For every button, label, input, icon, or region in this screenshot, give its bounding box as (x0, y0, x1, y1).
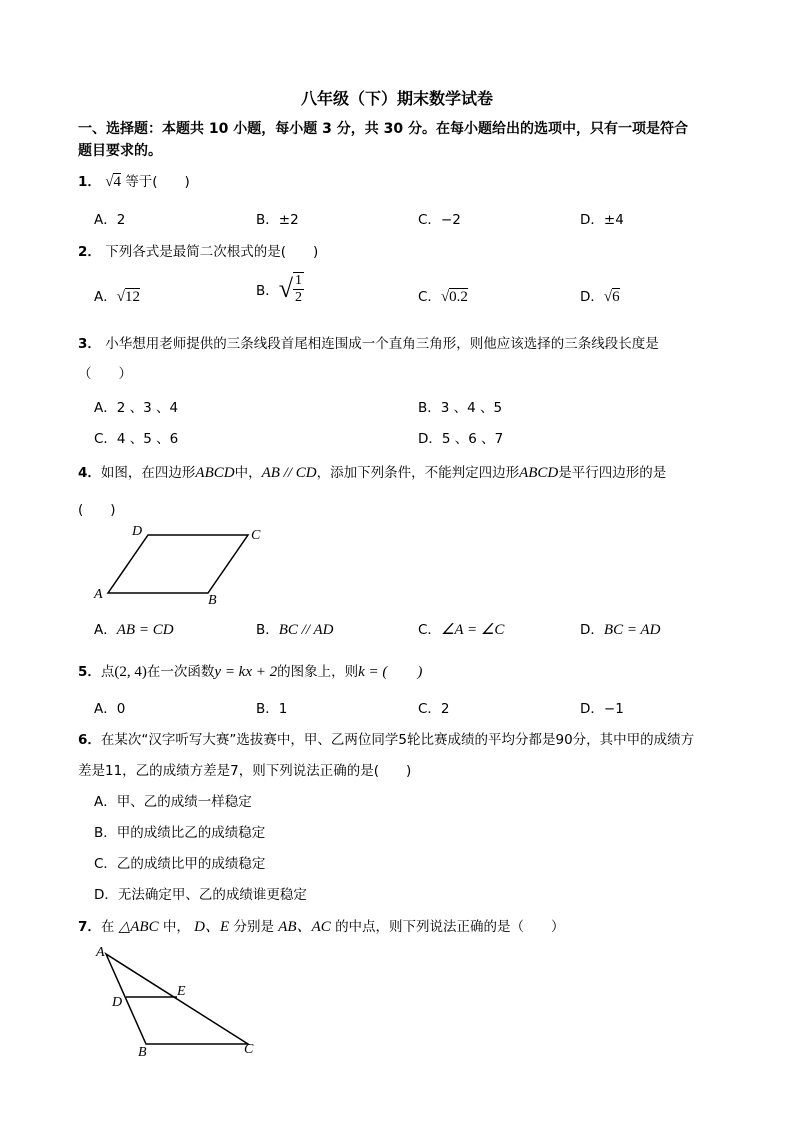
parallelogram-shape (108, 535, 248, 593)
q3-option-a[interactable]: A．2 、3 、4 (94, 400, 179, 416)
question-6 (78, 728, 694, 748)
section-heading-line2: 题目要求的。 (78, 143, 162, 159)
question-stem: 下列各式是最简二次根式的是( ) (105, 244, 319, 260)
section-heading-line1: 一、选择题：本题共 10 小题，每小题 3 分，共 30 分。在每小题给出的选项中，只有一项是符合 (78, 121, 688, 137)
question-number: 5． (78, 664, 101, 680)
radicand: 6 (612, 289, 620, 305)
radicand: 0.2 (449, 289, 468, 305)
question-number: 6． (78, 732, 101, 748)
vertex-label-c: C (244, 1042, 254, 1057)
q6-option-d[interactable]: D．无法确定甲、乙的成绩谁更稳定 (94, 887, 307, 903)
question-number: 1． (78, 174, 101, 190)
option-label: A． (94, 622, 117, 638)
vertex-label-a: A (96, 945, 105, 960)
question-4-stem-cont: ( ) (78, 502, 116, 518)
question-stem: 在某次“汉字听写大赛”选拔赛中，甲、乙两位同学5轮比赛成绩的平均分都是90分，其中甲的成绩方 (100, 732, 695, 748)
option-math: ∠A = ∠C (440, 622, 505, 638)
q5-option-a[interactable]: A．0 (94, 701, 126, 717)
q4-option-a[interactable] (94, 618, 174, 639)
option-label: D． (580, 289, 604, 305)
option-label: C． (418, 289, 441, 305)
q3-option-d[interactable]: D．5 、6 、7 (418, 431, 504, 447)
question-3 (78, 332, 659, 352)
math-parallel: AB // CD (261, 465, 317, 481)
q5-option-d[interactable]: D．−1 (580, 701, 624, 717)
question-number: 2． (78, 244, 101, 260)
question-2 (78, 240, 318, 260)
question-stem: 点 (100, 664, 115, 680)
vertex-label-b: B (138, 1045, 147, 1060)
math-function: y = kx + 2 (214, 664, 278, 680)
fraction (293, 272, 304, 306)
radicand: 12 (124, 289, 140, 305)
denominator: 2 (295, 290, 303, 305)
question-stem: 小华想用老师提供的三条线段首尾相连围成一个直角三角形，则他应该选择的三条线段长度是 (105, 336, 659, 352)
question-3-stem-cont: （ ） (78, 366, 132, 382)
q5-option-c[interactable]: C．2 (418, 701, 450, 717)
question-stem: 中， (234, 465, 262, 481)
vertex-label-d: D (132, 524, 143, 539)
q3-option-c[interactable]: C．4 、5 、6 (94, 431, 179, 447)
math-triangle: △ABC (118, 919, 159, 935)
q2-option-b[interactable]: B．√ $\frac{1}{2}$ (256, 273, 303, 305)
question-stem: 的图象上，则 (277, 664, 359, 680)
q6-option-a[interactable]: A．甲、乙的成绩一样稳定 (94, 794, 252, 810)
option-label: B． (256, 283, 279, 299)
question-5 (78, 660, 422, 681)
parallelogram-figure (90, 518, 270, 608)
math-answer: k = ( ) (358, 664, 423, 680)
question-stem: 中， (162, 919, 190, 935)
triangle-shape (106, 954, 248, 1044)
option-label: A． (94, 289, 117, 305)
question-6-stem-cont: 差是11，乙的成绩方差是7，则下列说法正确的是( ) (78, 763, 412, 779)
option-label: D． (580, 622, 604, 638)
question-stem: 在一次函数 (146, 664, 215, 680)
q6-option-b[interactable]: B．甲的成绩比乙的成绩稳定 (94, 825, 266, 841)
q1-option-c[interactable]: C．−2 (418, 212, 461, 228)
math-points: D、E (194, 919, 230, 935)
option-math: BC = AD (603, 622, 661, 638)
sqrt-expression: √4 (105, 174, 121, 190)
page-title: 八年级（下）期末数学试卷 (300, 89, 493, 108)
question-1 (78, 170, 190, 191)
question-4 (78, 461, 666, 482)
option-math: AB = CD (116, 622, 174, 638)
q1-option-d[interactable]: D．±4 (580, 212, 624, 228)
question-number: 7． (78, 919, 101, 935)
math-point: (2, 4) (114, 664, 147, 680)
vertex-label-c: C (251, 528, 261, 543)
q2-option-c[interactable]: C．√0.2 (418, 289, 468, 305)
option-label: C． (418, 622, 441, 638)
q3-option-b[interactable]: B．3 、4 、5 (418, 400, 503, 416)
triangle-figure (90, 940, 270, 1060)
math-quad: ABCD (195, 465, 235, 481)
vertex-label-b: B (208, 593, 217, 608)
q4-option-c[interactable] (418, 618, 504, 639)
vertex-label-a: A (94, 587, 103, 602)
question-number: 3． (78, 336, 101, 352)
question-stem: 是平行四边形的是 (558, 465, 667, 481)
question-stem: 分别是 (233, 919, 274, 935)
q2-option-a[interactable]: A．√12 (94, 289, 140, 305)
q2-option-d[interactable]: D．√6 (580, 289, 620, 305)
question-7 (78, 915, 565, 936)
question-stem: 的中点，则下列说法正确的是（ ） (335, 919, 565, 935)
question-stem: 在 (100, 919, 115, 935)
q4-option-b[interactable] (256, 618, 334, 639)
question-stem: 如图，在四边形 (100, 465, 196, 481)
q1-option-b[interactable]: B．±2 (256, 212, 299, 228)
math-segments: AB、AC (278, 919, 331, 935)
q6-option-c[interactable]: C．乙的成绩比甲的成绩稳定 (94, 856, 266, 872)
vertex-label-d: D (112, 995, 123, 1010)
q5-option-b[interactable]: B．1 (256, 701, 288, 717)
option-math: BC // AD (278, 622, 334, 638)
vertex-label-e: E (177, 984, 186, 999)
radicand: 4 (113, 174, 121, 190)
question-stem: 等于( ) (125, 174, 190, 190)
option-label: B． (256, 622, 279, 638)
q4-option-d[interactable] (580, 618, 660, 639)
question-number: 4． (78, 465, 101, 481)
q1-option-a[interactable]: A．2 (94, 212, 126, 228)
numerator: 1 (295, 273, 303, 288)
math-quad: ABCD (519, 465, 559, 481)
question-stem: ，添加下列条件，不能判定四边形 (316, 465, 520, 481)
